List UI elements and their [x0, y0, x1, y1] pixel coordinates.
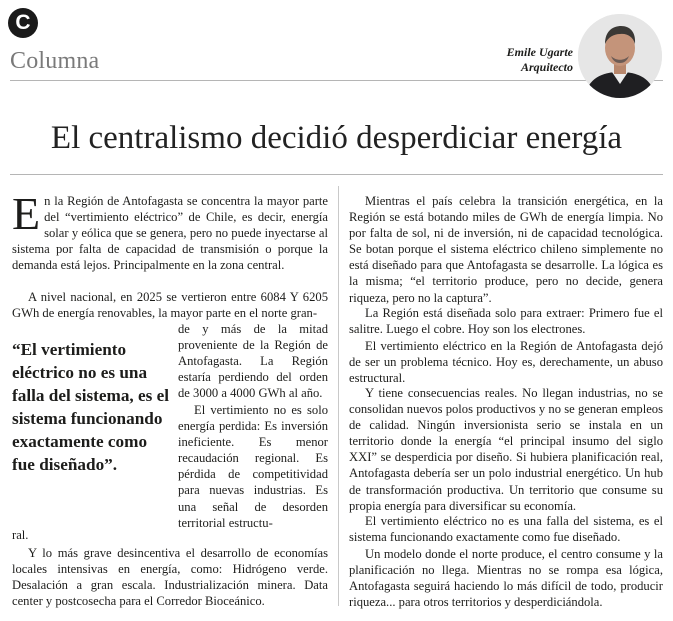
author-avatar	[578, 14, 662, 98]
header-divider	[10, 80, 663, 81]
right-paragraph-2: La Región está diseñada solo para extraer: Primero fue el salitre. Luego el cobre. Hoy son los electrones.	[349, 306, 663, 337]
left-paragraph-1: En la Región de Antofagasta se concentra la mayor parte del “vertimiento eléctrico” de Chile, es decir, energía solar y eólica que se genera, pero no puede inyectarse al sistema por falta de capacidad de transmisión o porque la demanda está lejos. Principalmente en la zona central.	[12, 188, 328, 273]
column-badge: C	[8, 8, 38, 38]
headline-divider	[10, 174, 663, 175]
left-paragraph-3-end: ral.	[12, 528, 29, 542]
pull-quote: “El vertimiento eléctrico no es una falla del sistema, es el sistema funcionando exactamente como fue diseñado”.	[12, 340, 170, 474]
left-paragraph-4: Y lo más grave desincentiva el desarrollo de economías locales intensivas en energía, como: Hidrógeno verde. Desalación a gran escala. Industrialización minera. Data center y postcosecha para el Corredor Bioceánico.	[12, 546, 328, 609]
right-paragraph-5: El vertimiento eléctrico no es una falla del sistema, es el sistema funcionando exactamente como fue diseñado.	[349, 514, 663, 545]
left-paragraph-2-top: A nivel nacional, en 2025 se vertieron entre 6084 Y 6205 GWh de energía renovables, la mayor parte en el norte gran-	[12, 290, 328, 321]
right-paragraph-3: El vertimiento eléctrico en la Región de Antofagasta dejó de ser un problema técnico. Hoy es, derechamente, un abuso estructural.	[349, 339, 663, 386]
left-paragraph-3: El vertimiento no es solo energía perdida: Es inversión ineficiente. Es menor recaudación regional. Es pérdida de competitividad para nuevas industrias. Es una señal de desorden territorial estructu-	[178, 403, 328, 530]
column-separator	[338, 186, 339, 606]
right-paragraph-6: Un modelo donde el norte produce, el centro consume y la planificación no llega. Mientras no se rompa esa lógica, Antofagasta seguirá haciendo lo más difícil de todo, producir riqueza... para otros territorios y desperdiciándola.	[349, 547, 663, 610]
drop-cap: E	[12, 188, 41, 239]
author-name: Emile Ugarte	[506, 45, 573, 59]
right-paragraph-4: Y tiene consecuencias reales. No llegan industrias, no se consolidan nuevos polos productivos y no se generan empleos de calidad. Ningún inversionista serio se instala en un territorio donde la energía “el principal insumo del siglo XXI” se desperdicia por diseño. Si hubiera planificación real, Antofagasta debería ser un polo industrial energético. Un hub de transformación productiva. Un territorio que consume su propia energía para diversificar su economía.	[349, 386, 663, 513]
headline: El centralismo decidió desperdiciar energía	[50, 120, 623, 156]
author-byline	[507, 45, 573, 75]
right-paragraph-1: Mientras el país celebra la transición energética, en la Región se está botando miles de GWh de energía limpia. No por falta de sol, ni de inversión, ni de capacidad tecnológica. Se botan porque el sistema eléctrico chileno simplemente no está diseñado para que Antofagasta se desarrolle. La lógica es la misma; “el territorio produce, pero no decide, genera riqueza, pero no la captura”.	[349, 194, 663, 305]
left-paragraph-2-bottom: de y más de la mitad proveniente de la Región de Antofagasta. La Región estaría perdiendo del orden de 3000 a 4000 GWh al año.	[178, 322, 328, 401]
author-portrait-icon	[578, 14, 662, 98]
author-role: Arquitecto	[520, 60, 573, 74]
section-label: Columna	[10, 48, 100, 74]
